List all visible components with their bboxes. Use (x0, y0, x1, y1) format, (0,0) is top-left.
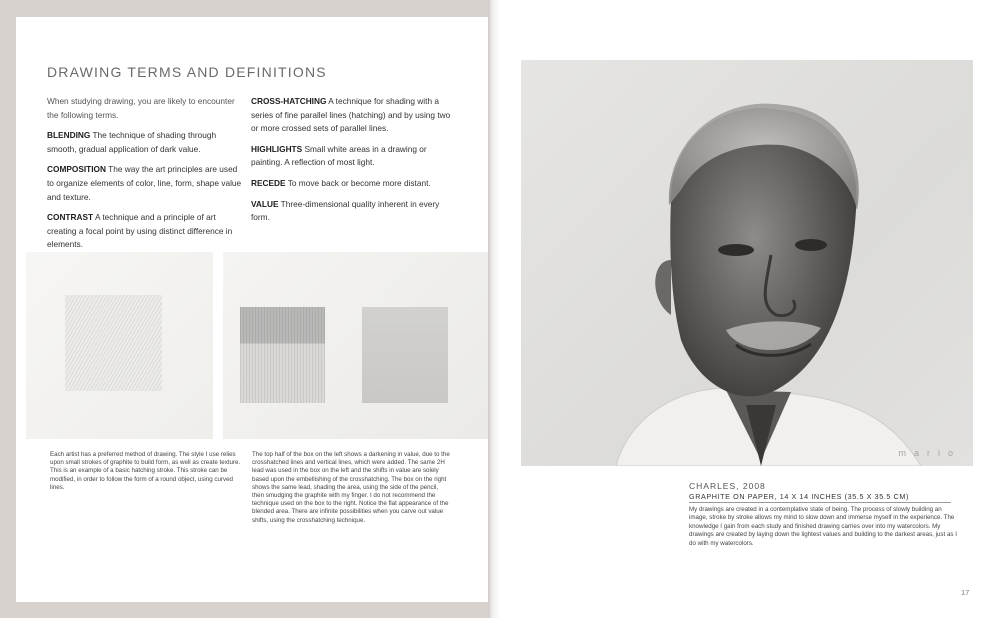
definition-item (251, 95, 451, 136)
hatching-swatch (65, 295, 162, 391)
definitions-column-right (251, 95, 451, 232)
intro-text: When studying drawing, you are likely to encounter the following terms. (47, 96, 235, 120)
term-label: CONTRAST (47, 212, 94, 223)
term-label: RECEDE (251, 177, 286, 188)
term-definition: Three-dimensional quality inherent in every form. (251, 198, 440, 223)
definition-item (251, 177, 451, 191)
crosshatching-comparison-photo (223, 252, 488, 439)
caption-divider (689, 502, 951, 503)
definition-item (47, 211, 245, 252)
term-definition: Small white areas in a drawing or painting. A reflection of most light. (251, 143, 427, 168)
term-label: CROSS-HATCHING (251, 96, 327, 106)
caption-crosshatching: The top half of the box on the left shows a darkening in value, due to the crosshatched lines and vertical lines, which were added. The same 2H lead was used in the box on the left and the shifts in value are solely based upon the embellishing of the crosshatching. The box on the right shows the same lead, shading the area, using the side of the pencil, then smudging the graphite with my finger. I do not recommend the technique used on the box to the right. Notice the flat appearance of the blended area. There are infinite possibilities when you carve out value shifts, using the crosshatching technique. (252, 451, 450, 524)
artwork-title: CHARLES, 2008 (689, 481, 766, 491)
page-title: DRAWING TERMS AND DEFINITIONS (47, 64, 327, 80)
artwork-medium: GRAPHITE ON PAPER, 14 X 14 INCHES (35.5 X 35.5 CM) (689, 492, 909, 501)
term-definition: A technique and a principle of art creating a focal point by using distinct difference in elements. (47, 212, 233, 250)
definition-item (47, 163, 245, 204)
portrait-illustration (521, 60, 973, 466)
term-label: HIGHLIGHTS (251, 143, 303, 154)
caption-hatching: Each artist has a preferred method of drawing. The style I use relies upon small strokes of graphite to build form, as well as create texture. This is an example of a basic hatching stroke. This stroke can be modified, in order to follow the form of a round object, using curved lines. (50, 451, 241, 491)
term-label: VALUE (251, 198, 279, 209)
artwork-description: My drawings are created in a contemplative state of being. The process of slowly building an image, stroke by stroke allows my mind to slow down and immerse myself in the experience. The knowledge I gain from each study and finished drawing carries over into my watercolors. My drawings are created by laying down the lightest values and building to the darkest areas, just as I do with my watercolors. (689, 506, 957, 547)
term-label: BLENDING (47, 130, 91, 141)
term-definition: To move back or become more distant. (285, 177, 431, 188)
term-definition: The way the art principles are used to organize elements of color, line, form, shape value and texture. (47, 164, 242, 202)
term-definition: The technique of shading through smooth, gradual application of dark value. (47, 130, 217, 154)
crosshatched-swatch (240, 307, 325, 403)
definition-item (251, 198, 451, 225)
term-definition: A technique for shading with a series of fine parallel lines (hatching) and by using two or more crossed sets of parallel lines. (251, 96, 451, 134)
definition-item (251, 143, 451, 170)
blended-swatch (362, 307, 448, 403)
definitions-column-left (47, 95, 245, 259)
term-label: COMPOSITION (47, 164, 107, 175)
definition-item (47, 129, 245, 156)
book-gutter (488, 0, 500, 618)
page-number: 17 (961, 588, 970, 597)
hatching-example-photo (26, 252, 213, 439)
portrait-drawing (521, 60, 973, 466)
artist-signature: mario (898, 448, 961, 458)
